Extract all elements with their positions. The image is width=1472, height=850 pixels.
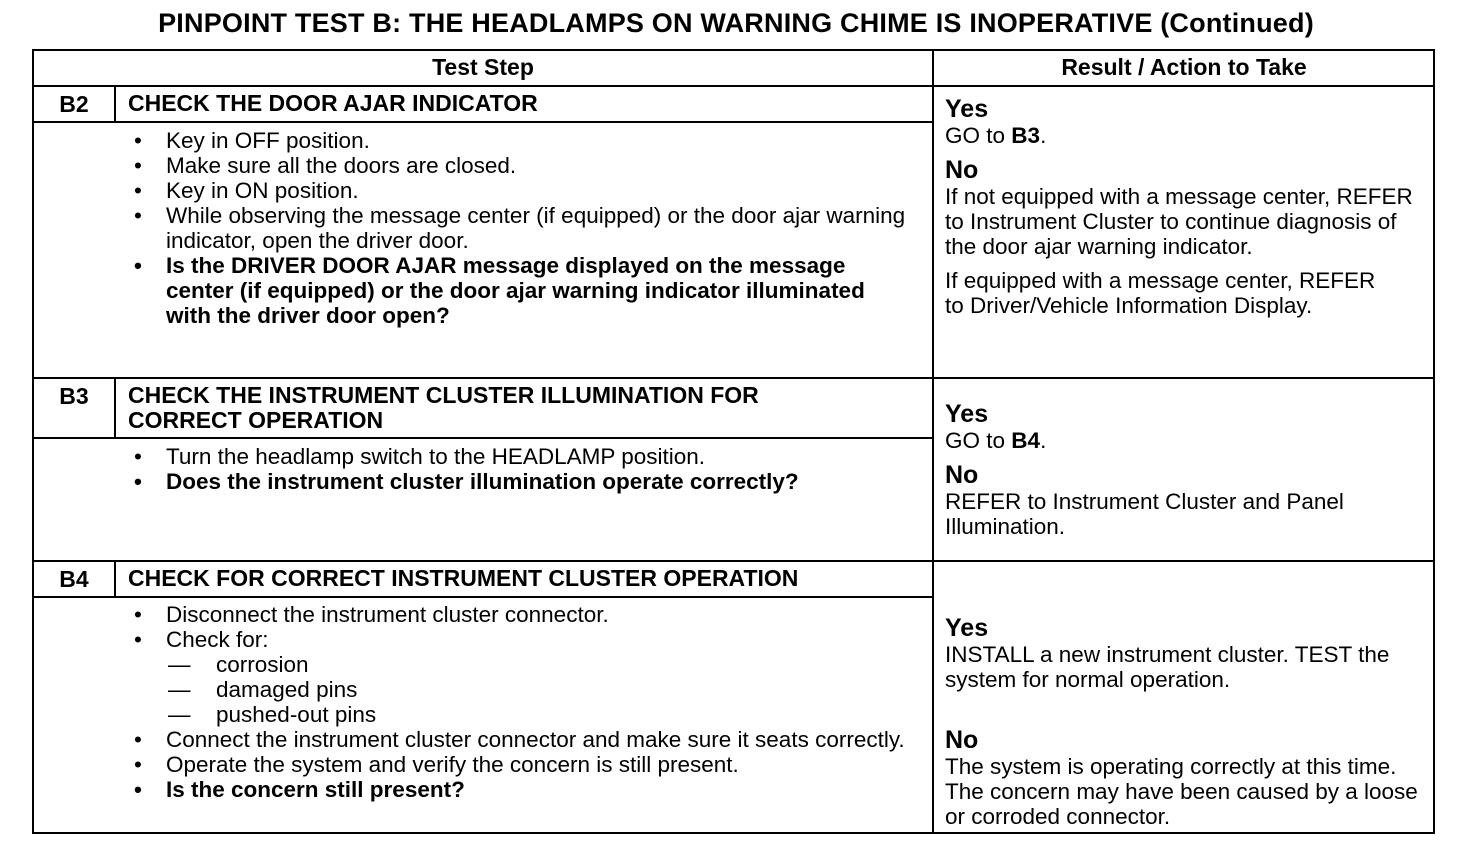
- sub-list-item: — corrosion: [168, 652, 309, 677]
- step-instructions: [118, 128, 908, 328]
- step-instructions: [118, 602, 908, 802]
- no-label: No: [945, 726, 979, 754]
- column-divider: [932, 49, 934, 834]
- no-action: The system is operating correctly at this time. The concern may have been caused by a loose or corroded connector.: [945, 754, 1418, 829]
- step-id: B3: [59, 383, 89, 409]
- heading-rule-b2: [32, 121, 933, 123]
- column-header-test-step: Test Step: [432, 54, 534, 80]
- step-id: B4: [59, 566, 89, 592]
- id-divider-b3: [114, 377, 116, 438]
- no-label: No: [945, 156, 979, 184]
- id-divider-b4: [114, 560, 116, 597]
- column-header-result: Result / Action to Take: [1061, 54, 1307, 80]
- yes-action: GO to B3.: [945, 123, 1047, 148]
- step-id: B2: [59, 91, 89, 117]
- result-block: [945, 400, 1423, 539]
- list-item: • Key in OFF position.: [134, 128, 370, 153]
- yes-action: INSTALL a new instrument cluster. TEST the system for normal operation.: [945, 642, 1390, 692]
- no-action: If not equipped with a message center, REFER to Instrument Cluster to continue diagnosis of the door ajar warning indicator.: [945, 184, 1413, 259]
- heading-rule-b3: [32, 437, 933, 439]
- row-rule-b4: [32, 560, 1435, 562]
- question-item: • Is the DRIVER DOOR AJAR message displayed on the message center (if equipped) or the door ajar warning indicator illuminated with the driver door open?: [134, 253, 865, 328]
- list-item: • Check for:: [134, 627, 269, 652]
- no-action: If equipped with a message center, REFER to Driver/Vehicle Information Display.: [945, 268, 1376, 318]
- sub-list-item: — pushed-out pins: [168, 702, 377, 727]
- no-label: No: [945, 461, 979, 489]
- step-heading: CHECK THE INSTRUMENT CLUSTER ILLUMINATION FOR CORRECT OPERATION: [128, 382, 759, 433]
- page-title: PINPOINT TEST B: THE HEADLAMPS ON WARNING CHIME IS INOPERATIVE (Continued): [158, 8, 1314, 38]
- list-item: • Turn the headlamp switch to the HEADLAMP position.: [134, 444, 706, 469]
- list-item: • Connect the instrument cluster connector and make sure it seats correctly.: [134, 727, 905, 752]
- list-item: • Disconnect the instrument cluster connector.: [134, 602, 609, 627]
- step-instructions: [118, 444, 908, 494]
- yes-label: Yes: [945, 400, 989, 428]
- list-item: • While observing the message center (if equipped) or the door ajar warning indicator, open the driver door.: [134, 203, 906, 253]
- yes-label: Yes: [945, 95, 989, 123]
- yes-action: GO to B4.: [945, 428, 1047, 453]
- header-rule: [32, 85, 1435, 87]
- step-heading: CHECK THE DOOR AJAR INDICATOR: [128, 90, 538, 116]
- list-item: • Make sure all the doors are closed.: [134, 153, 517, 178]
- yes-label: Yes: [945, 614, 989, 642]
- step-heading: CHECK FOR CORRECT INSTRUMENT CLUSTER OPERATION: [128, 565, 799, 591]
- heading-rule-b4: [32, 596, 933, 598]
- result-block: [945, 614, 1423, 829]
- no-action: REFER to Instrument Cluster and Panel Illumination.: [945, 489, 1344, 539]
- id-divider-b2: [114, 85, 116, 122]
- result-block: [945, 95, 1423, 318]
- row-rule-b3: [32, 377, 1435, 379]
- list-item: • Key in ON position.: [134, 178, 359, 203]
- question-item: • Does the instrument cluster illumination operate correctly?: [134, 469, 799, 494]
- sub-list-item: — damaged pins: [168, 677, 358, 702]
- question-item: • Is the concern still present?: [134, 777, 465, 802]
- list-item: • Operate the system and verify the concern is still present.: [134, 752, 739, 777]
